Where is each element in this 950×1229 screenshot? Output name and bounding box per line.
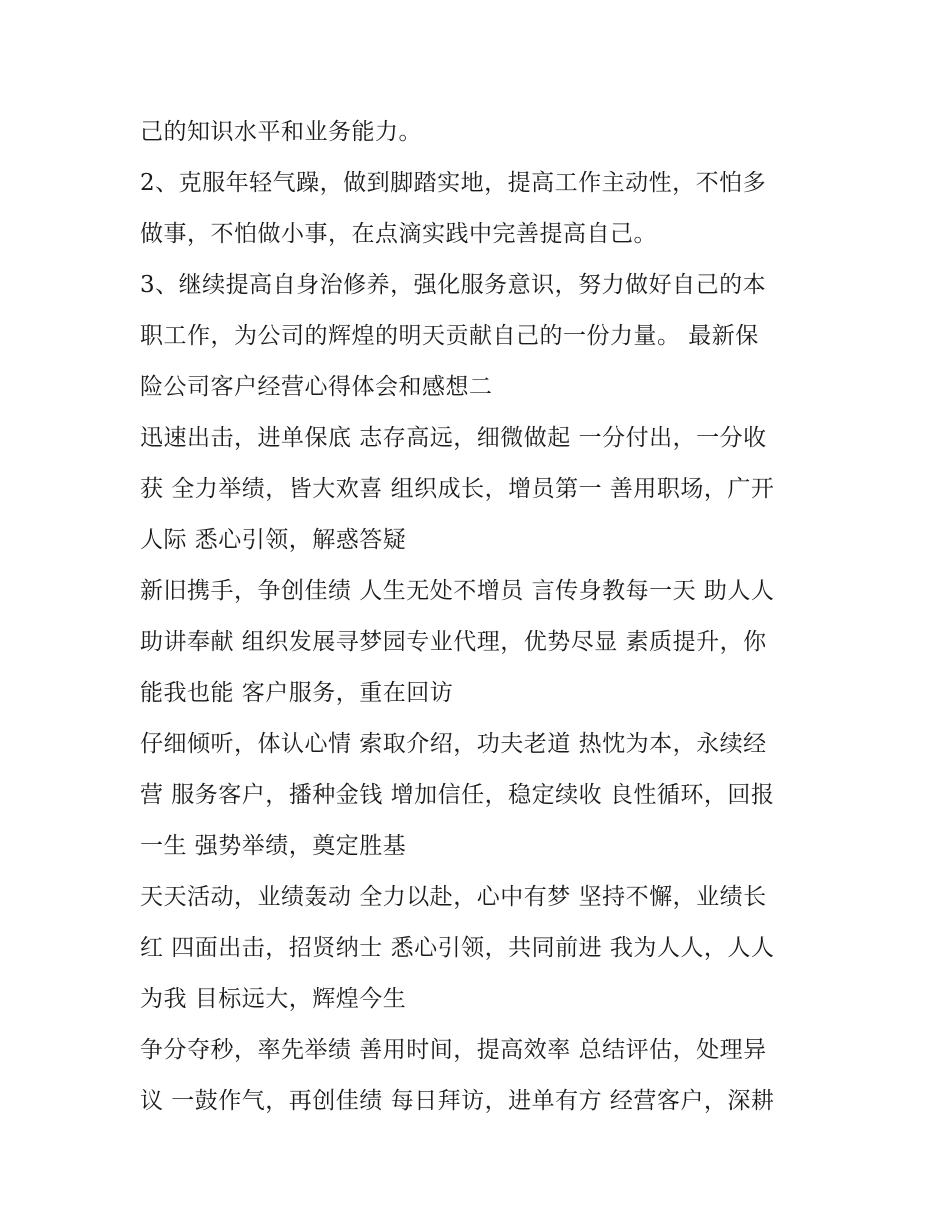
text-line: 红 四面出击，招贤纳士 悉心引领，共同前进 我为人人，人人 <box>140 935 775 961</box>
text-line: 做事，不怕做小事，在点滴实践中完善提高自己。 <box>140 221 657 247</box>
text-line: 迅速出击，进单保底 志存高远，细微做起 一分付出，一分收 <box>140 425 767 451</box>
text-line: 天天活动，业绩轰动 全力以赴，心中有梦 坚持不懈，业绩长 <box>140 884 767 910</box>
text-line: 新旧携手，争创佳绩 人生无处不增员 言传身教每一天 助人人 <box>140 578 775 604</box>
text-line: 仔细倾听，体认心情 索取介绍，功夫老道 热忱为本，永续经 <box>140 731 767 757</box>
text-line: 己的知识水平和业务能力。 <box>140 119 422 145</box>
document-body <box>140 107 810 1127</box>
text-line: 人际 悉心引领，解惑答疑 <box>140 527 407 553</box>
text-line: 为我 目标远大，辉煌今生 <box>140 986 407 1012</box>
text-line: 3、继续提高自身治修养，强化服务意识，努力做好自己的本 <box>140 272 767 298</box>
text-line: 争分夺秒，率先举绩 善用时间，提高效率 总结评估，处理异 <box>140 1037 767 1063</box>
text-line: 营 服务客户，播种金钱 增加信任，稳定续收 良性循环，回报 <box>140 782 775 808</box>
text-line: 险公司客户经营心得体会和感想二 <box>140 374 493 400</box>
text-line: 获 全力举绩，皆大欢喜 组织成长，增员第一 善用职场，广开 <box>140 476 775 502</box>
text-line: 职工作，为公司的辉煌的明天贡献自己的一份力量。 最新保 <box>140 323 759 349</box>
text-line: 能我也能 客户服务，重在回访 <box>140 680 454 706</box>
text-line: 一生 强势举绩，奠定胜基 <box>140 833 407 859</box>
text-line: 助讲奉献 组织发展寻梦园专业代理，优势尽显 素质提升，你 <box>140 629 767 655</box>
text-line: 议 一鼓作气，再创佳绩 每日拜访，进单有方 经营客户，深耕 <box>140 1088 775 1114</box>
text-line: 2、克服年轻气躁，做到脚踏实地，提高工作主动性，不怕多 <box>140 170 767 196</box>
